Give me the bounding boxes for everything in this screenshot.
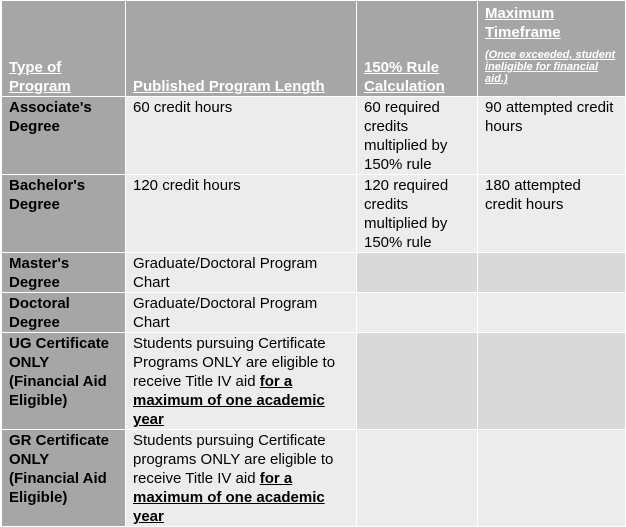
table-row (2, 97, 626, 175)
row-length (126, 430, 357, 527)
row-max (478, 430, 626, 527)
row-calc: 60 required credits multiplied by 150% rule (357, 97, 478, 175)
header-150-rule: 150% Rule Calculation (357, 1, 478, 97)
row-max (478, 253, 626, 293)
row-max (478, 333, 626, 430)
header-maximum-timeframe: Maximum Timeframe (Once exceeded, student ineligible for financial aid.) (478, 1, 626, 97)
row-length: Graduate/Doctoral Program Chart (126, 253, 357, 293)
row-type: GR Certificate ONLY (Financial Aid Eligible) (2, 430, 126, 527)
table-row (2, 253, 626, 293)
row-type: Bachelor's Degree (2, 175, 126, 253)
row-length-text: Students pursuing Certificate Programs ONLY are eligible to receive Title IV aid (133, 335, 336, 390)
row-max (478, 293, 626, 333)
table-row (2, 175, 626, 253)
header-maximum-timeframe-note: (Once exceeded, student ineligible for financial aid.) (485, 49, 616, 85)
row-length-text: Students pursuing Certificate programs ONLY are eligible to receive Title IV aid (133, 432, 334, 487)
row-type: Associate's Degree (2, 97, 126, 175)
table-row (2, 293, 626, 333)
row-length (126, 333, 357, 430)
row-max: 180 attempted credit hours (478, 175, 626, 253)
row-length-emphasis: for a maximum of one academic year (133, 470, 325, 525)
row-type: Doctoral Degree (2, 293, 126, 333)
row-calc (357, 430, 478, 527)
row-length: 120 credit hours (126, 175, 357, 253)
row-length-emphasis: for a maximum of one academic year (133, 373, 325, 428)
row-type: Master's Degree (2, 253, 126, 293)
row-calc: 120 required credits multiplied by 150% rule (357, 175, 478, 253)
row-length: Graduate/Doctoral Program Chart (126, 293, 357, 333)
row-calc (357, 333, 478, 430)
row-max: 90 attempted credit hours (478, 97, 626, 175)
timeframe-table (1, 0, 626, 527)
row-calc (357, 253, 478, 293)
row-length: 60 credit hours (126, 97, 357, 175)
header-type-of-program: Type of Program (2, 1, 126, 97)
header-published-length: Published Program Length (126, 1, 357, 97)
row-type: UG Certificate ONLY (Financial Aid Eligible) (2, 333, 126, 430)
row-calc (357, 293, 478, 333)
header-row (2, 1, 626, 97)
table-row (2, 430, 626, 527)
table-row (2, 333, 626, 430)
